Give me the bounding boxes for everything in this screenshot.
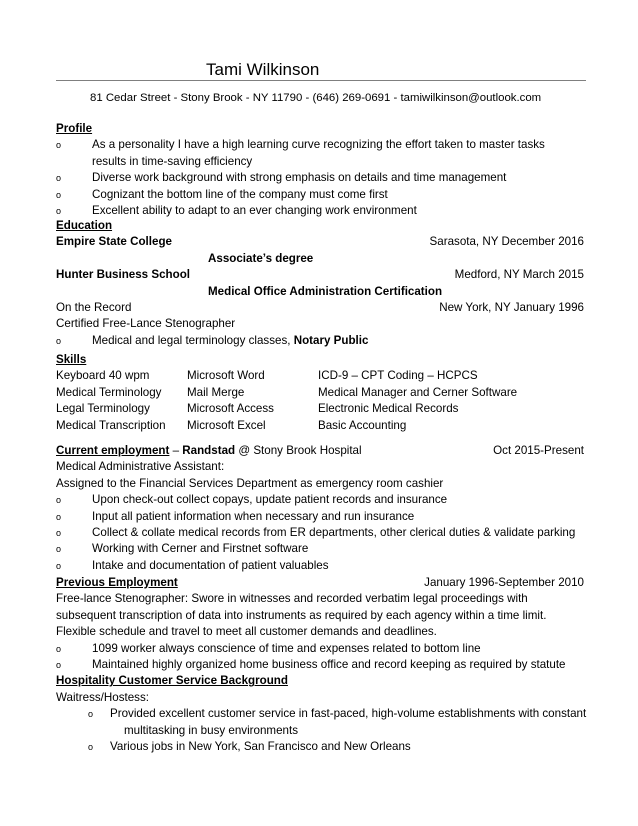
skills-row — [56, 401, 584, 417]
candidate-name: Tami Wilkinson — [206, 60, 320, 79]
skill-item: Electronic Medical Records — [318, 402, 459, 416]
education-entry — [56, 300, 584, 316]
profile-item-continuation: results in time-saving efficiency — [92, 154, 253, 168]
education-entry — [56, 234, 584, 250]
job-description: Free-lance Stenographer: Swore in witnesses and recorded verbatim legal proceedings with — [56, 592, 528, 606]
job-duty: o Maintained highly organized home business office and record keeping as required by statute — [56, 657, 584, 673]
hospitality-heading: Hospitality Customer Service Background — [56, 674, 288, 688]
bullet-icon: o — [56, 511, 62, 522]
skills-row — [56, 368, 584, 384]
bullet-icon: o — [56, 544, 62, 555]
school-location-date: Sarasota, NY December 2016 — [429, 235, 584, 249]
skill-item: Microsoft Word — [187, 369, 265, 383]
education-item: o Medical and legal terminology classes, Notary Public — [56, 333, 584, 349]
skill-item: Mail Merge — [187, 385, 245, 399]
employment-dates: Oct 2015-Present — [493, 444, 584, 457]
bullet-icon: o — [56, 173, 62, 184]
profile-item: o As a personality I have a high learning curve recognizing the effort taken to master tasks — [56, 137, 584, 153]
bullet-icon: o — [56, 335, 62, 346]
previous-employment-section — [56, 575, 587, 755]
degree: Certified Free-Lance Stenographer — [56, 317, 236, 331]
profile-item: o Diverse work background with strong emphasis on details and time management — [56, 170, 584, 186]
profile-heading: Profile — [56, 122, 93, 135]
skills-section — [56, 352, 584, 434]
job-duty: o Upon check-out collect copays, update patient records and insurance — [56, 492, 584, 508]
profile-section — [56, 121, 584, 219]
current-employment-heading: Current employment — [56, 444, 170, 457]
bullet-icon: o — [56, 205, 62, 216]
previous-employment-header — [56, 575, 584, 591]
bullet-icon: o — [56, 495, 62, 506]
degree: Medical Office Administration Certification — [208, 284, 443, 298]
job-role: Medical Administrative Assistant: — [56, 460, 225, 474]
job-duty: o Provided excellent customer service in fast-paced, high-volume establishments with constant — [56, 706, 584, 722]
job-duty: o 1099 worker always conscience of time and expenses related to bottom line — [56, 641, 584, 657]
previous-employment-heading: Previous Employment — [56, 576, 178, 589]
bullet-icon: o — [88, 709, 94, 720]
company-name: Randstad — [182, 444, 236, 457]
school-name: Hunter Business School — [56, 268, 190, 282]
skills-row — [56, 418, 584, 434]
degree: Associate’s degree — [208, 251, 314, 265]
education-heading: Education — [56, 219, 113, 232]
current-employment-header: Current employment – Randstad @ Stony Brook Hospital Oct 2015-Present — [56, 443, 584, 459]
profile-item: o Excellent ability to adapt to an ever changing work environment — [56, 203, 584, 219]
skill-item: ICD-9 – CPT Coding – HCPCS — [318, 369, 478, 383]
skill-item: Microsoft Access — [187, 402, 274, 416]
contact-line: 81 Cedar Street - Stony Brook - NY 11790 - (646) 269-0691 - tamiwilkinson@outlook.com — [90, 92, 542, 104]
bullet-icon: o — [56, 527, 62, 538]
bullet-icon: o — [56, 140, 62, 151]
current-employment-section — [56, 443, 584, 574]
job-description: subsequent transcription of data into instruments as required by each agency within a time limit. — [56, 608, 547, 622]
header-divider — [56, 80, 586, 81]
bullet-icon: o — [56, 643, 62, 654]
skill-item: Medical Manager and Cerner Software — [318, 385, 518, 399]
job-duty: o Collect & collate medical records from ER departments, other clerical duties & validate parking — [56, 525, 584, 541]
job-duty-continuation: multitasking in busy environments — [124, 723, 298, 737]
skill-item: Medical Transcription — [56, 418, 166, 432]
skill-item: Basic Accounting — [318, 418, 407, 432]
job-duty: o Working with Cerner and Firstnet software — [56, 541, 584, 557]
profile-item: o Cognizant the bottom line of the company must come first — [56, 187, 584, 203]
job-duty: o Intake and documentation of patient valuables — [56, 558, 584, 574]
bullet-icon: o — [56, 560, 62, 571]
bullet-icon: o — [56, 189, 62, 200]
education-entry — [56, 267, 584, 283]
job-role: Waitress/Hostess: — [56, 690, 149, 704]
skill-item: Legal Terminology — [56, 402, 150, 416]
job-duty: o Input all patient information when necessary and run insurance — [56, 509, 584, 525]
school-location-date: Medford, NY March 2015 — [454, 268, 584, 282]
employment-dates: January 1996-September 2010 — [424, 576, 584, 589]
job-description: Flexible schedule and travel to meet all customer demands and deadlines. — [56, 625, 437, 639]
skills-heading: Skills — [56, 353, 87, 366]
bullet-icon: o — [56, 659, 62, 670]
job-assignment: Assigned to the Financial Services Department as emergency room cashier — [56, 476, 444, 490]
school-name: On the Record — [56, 300, 132, 314]
skill-item: Medical Terminology — [56, 385, 162, 399]
job-duty: o Various jobs in New York, San Francisco and New Orleans — [56, 739, 584, 755]
bullet-icon: o — [88, 741, 94, 752]
skills-row — [56, 385, 584, 401]
school-location-date: New York, NY January 1996 — [439, 300, 584, 314]
skill-item: Keyboard 40 wpm — [56, 369, 150, 383]
education-section — [56, 218, 584, 349]
skill-item: Microsoft Excel — [187, 418, 266, 432]
school-name: Empire State College — [56, 235, 172, 249]
